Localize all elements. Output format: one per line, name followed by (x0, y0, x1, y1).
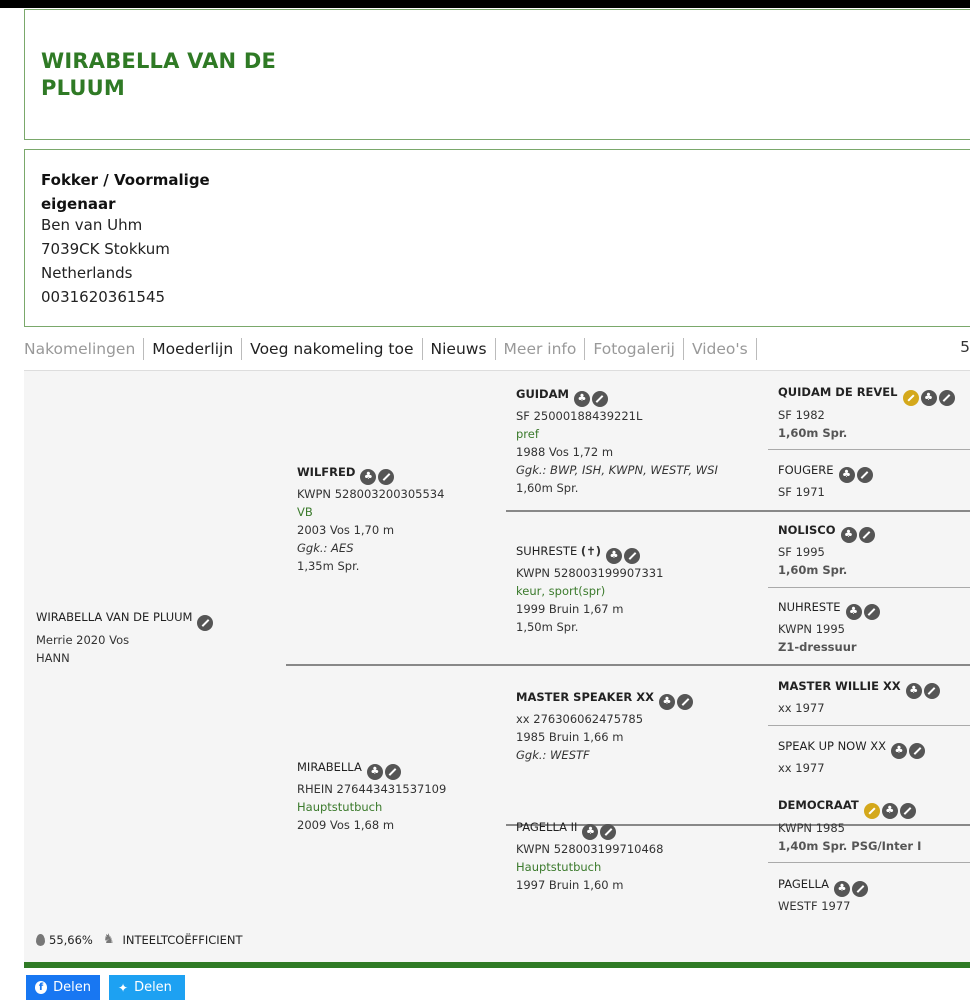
sdd-reg: KWPN 1995 (778, 622, 845, 636)
edit-icon[interactable] (852, 881, 868, 897)
sd-pred: keur, sport(spr) (516, 584, 606, 598)
family-tree-icon[interactable] (834, 881, 850, 897)
family-tree-icon[interactable] (921, 390, 937, 406)
twitter-icon: ✦ (118, 980, 129, 995)
edit-icon[interactable] (600, 824, 616, 840)
sds-sport: 1,60m Spr. (778, 563, 848, 577)
twitter-share-label: Delen (134, 980, 172, 995)
dsd-name[interactable]: SPEAK UP NOW XX (778, 739, 887, 753)
pedigree-dds (778, 796, 970, 855)
ds-ggk: Ggk.: WESTF (516, 748, 590, 762)
sss-sport: 1,60m Spr. (778, 426, 848, 440)
inbreeding-percent: 55,66% (49, 932, 93, 947)
inbreeding-label[interactable]: INTEELTCOËFFICIENT (122, 932, 243, 947)
edit-icon[interactable] (378, 469, 394, 485)
title-box (24, 9, 970, 140)
sds-name[interactable]: NOLISCO (778, 523, 836, 537)
sds-reg: SF 1995 (778, 545, 825, 559)
family-tree-icon[interactable] (367, 764, 383, 780)
tab-meer-info[interactable]: Meer info (496, 338, 586, 360)
edit-icon[interactable] (909, 743, 925, 759)
ds-name[interactable]: MASTER SPEAKER XX (516, 690, 655, 704)
tab-videos[interactable]: Video's (684, 338, 757, 360)
ssd-reg: SF 1971 (778, 485, 825, 499)
sss-name[interactable]: QUIDAM DE REVEL (778, 385, 898, 399)
dam-info: 2009 Vos 1,68 m (297, 818, 395, 832)
divider-g4-1 (768, 449, 970, 450)
pedigree-table (24, 370, 970, 962)
ss-sport: 1,60m Spr. (516, 481, 579, 495)
sire-ggk: Ggk.: AES (297, 541, 354, 555)
family-tree-icon[interactable] (906, 683, 922, 699)
footer-bar (24, 962, 970, 968)
sire-sport: 1,35m Spr. (297, 559, 360, 573)
family-tree-icon[interactable] (606, 548, 622, 564)
family-tree-icon[interactable] (659, 694, 675, 710)
facebook-share-label: Delen (53, 980, 91, 995)
sd-name[interactable]: SUHRESTE (516, 544, 578, 558)
edit-icon[interactable] (197, 615, 213, 631)
dam-name[interactable]: MIRABELLA (297, 760, 362, 774)
facebook-share-button[interactable] (26, 975, 100, 1000)
divider-g4-2 (768, 587, 970, 588)
pedigree-sss (778, 383, 970, 442)
family-tree-icon[interactable] (574, 391, 590, 407)
subject-studbook: HANN (36, 651, 70, 665)
divider-g4-3 (768, 725, 970, 726)
ss-pred: pref (516, 427, 539, 441)
edit-icon[interactable] (624, 548, 640, 564)
ssd-name[interactable]: FOUGERE (778, 463, 834, 477)
edit-icon[interactable] (900, 803, 916, 819)
ss-reg: SF 25000188439221L (516, 409, 643, 423)
twitter-share-button[interactable] (109, 975, 185, 1000)
sss-reg: SF 1982 (778, 408, 825, 422)
family-tree-icon[interactable] (846, 604, 862, 620)
pedigree-dd (516, 818, 762, 894)
tab-voeg-nakomeling-toe[interactable]: Voeg nakomeling toe (242, 338, 422, 360)
gold-badge-icon[interactable] (864, 803, 880, 819)
ddd-name[interactable]: PAGELLA (778, 877, 829, 891)
ds-reg: xx 276306062475785 (516, 712, 644, 726)
gold-badge-icon[interactable] (903, 390, 919, 406)
dsd-reg: xx 1977 (778, 761, 825, 775)
dds-sport: 1,40m Spr. PSG/Inter I (778, 839, 922, 853)
ss-name[interactable]: GUIDAM (516, 387, 569, 401)
drop-icon (36, 934, 45, 946)
edit-icon[interactable] (857, 467, 873, 483)
dss-name[interactable]: MASTER WILLIE XX (778, 679, 901, 693)
dd-name[interactable]: PAGELLA II (516, 820, 578, 834)
breeder-heading: Fokker / Voormalige eigenaar (41, 171, 210, 213)
page-title: WIRABELLA VAN DE PLUUM (41, 49, 277, 100)
inbreeding-row (36, 932, 243, 947)
pedigree-subject (36, 608, 276, 667)
pedigree-sdd (778, 598, 970, 656)
pedigree-dam (297, 758, 497, 834)
sire-info: 2003 Vos 1,70 m (297, 523, 395, 537)
ds-info: 1985 Bruin 1,66 m (516, 730, 624, 744)
sd-info: 1999 Bruin 1,67 m (516, 602, 624, 616)
dd-pred: Hauptstutbuch (516, 860, 602, 874)
horse-icon: ♞ (102, 932, 115, 947)
dam-reg: RHEIN 276443431537109 (297, 782, 447, 796)
sire-pred: VB (297, 505, 313, 519)
top-bar (0, 0, 970, 8)
tab-bar (24, 336, 757, 362)
breeder-phone: 0031620361545 (41, 288, 166, 306)
tab-moederlijn[interactable]: Moederlijn (144, 338, 242, 360)
edit-icon[interactable] (677, 694, 693, 710)
pedigree-dsd (778, 737, 970, 777)
edit-icon[interactable] (385, 764, 401, 780)
dam-pred: Hauptstutbuch (297, 800, 383, 814)
ddd-reg: WESTF 1977 (778, 899, 851, 913)
deceased-icon: (✝) (580, 544, 602, 558)
edit-icon[interactable] (864, 604, 880, 620)
tab-count: 5 (960, 338, 970, 356)
subject-info: Merrie 2020 Vos (36, 633, 130, 647)
sire-name[interactable]: WILFRED (297, 465, 356, 479)
dds-name[interactable]: DEMOCRAAT (778, 798, 859, 812)
pedigree-dss (778, 677, 970, 717)
edit-icon[interactable] (939, 390, 955, 406)
pedigree-sire (297, 463, 497, 575)
pedigree-ds (516, 688, 762, 764)
tab-fotogalerij[interactable]: Fotogalerij (585, 338, 684, 360)
ss-ggk: Ggk.: BWP, ISH, KWPN, WESTF, WSI (516, 463, 718, 477)
dd-info: 1997 Bruin 1,60 m (516, 878, 624, 892)
divider-sire-dam (286, 664, 970, 666)
tab-nieuws[interactable]: Nieuws (423, 338, 496, 360)
family-tree-icon[interactable] (582, 824, 598, 840)
dd-reg: KWPN 528003199710468 (516, 842, 664, 856)
ss-info: 1988 Vos 1,72 m (516, 445, 614, 459)
edit-icon[interactable] (592, 391, 608, 407)
edit-icon[interactable] (924, 683, 940, 699)
edit-icon[interactable] (859, 527, 875, 543)
family-tree-icon[interactable] (882, 803, 898, 819)
breeder-name: Ben van Uhm (41, 216, 143, 234)
sdd-sport: Z1-dressuur (778, 640, 857, 654)
dds-reg: KWPN 1985 (778, 821, 845, 835)
facebook-icon: f (35, 981, 47, 994)
sdd-name[interactable]: NUHRESTE (778, 600, 841, 614)
pedigree-sd (516, 542, 762, 636)
subject-name: WIRABELLA VAN DE PLUUM (36, 610, 193, 624)
family-tree-icon[interactable] (839, 467, 855, 483)
pedigree-sds (778, 521, 970, 579)
divider-sire-gen3 (506, 510, 970, 512)
family-tree-icon[interactable] (841, 527, 857, 543)
sd-sport: 1,50m Spr. (516, 620, 579, 634)
pedigree-ssd (778, 461, 970, 501)
family-tree-icon[interactable] (360, 469, 376, 485)
divider-g4-4 (768, 862, 970, 863)
breeder-box (24, 149, 970, 327)
breeder-address: 7039CK Stokkum (41, 240, 170, 258)
dss-reg: xx 1977 (778, 701, 825, 715)
family-tree-icon[interactable] (891, 743, 907, 759)
breeder-country: Netherlands (41, 264, 133, 282)
pedigree-ddd (778, 875, 970, 915)
pedigree-ss (516, 385, 762, 497)
sire-reg: KWPN 528003200305534 (297, 487, 445, 501)
sd-reg: KWPN 528003199907331 (516, 566, 664, 580)
tab-nakomelingen[interactable]: Nakomelingen (24, 338, 144, 360)
